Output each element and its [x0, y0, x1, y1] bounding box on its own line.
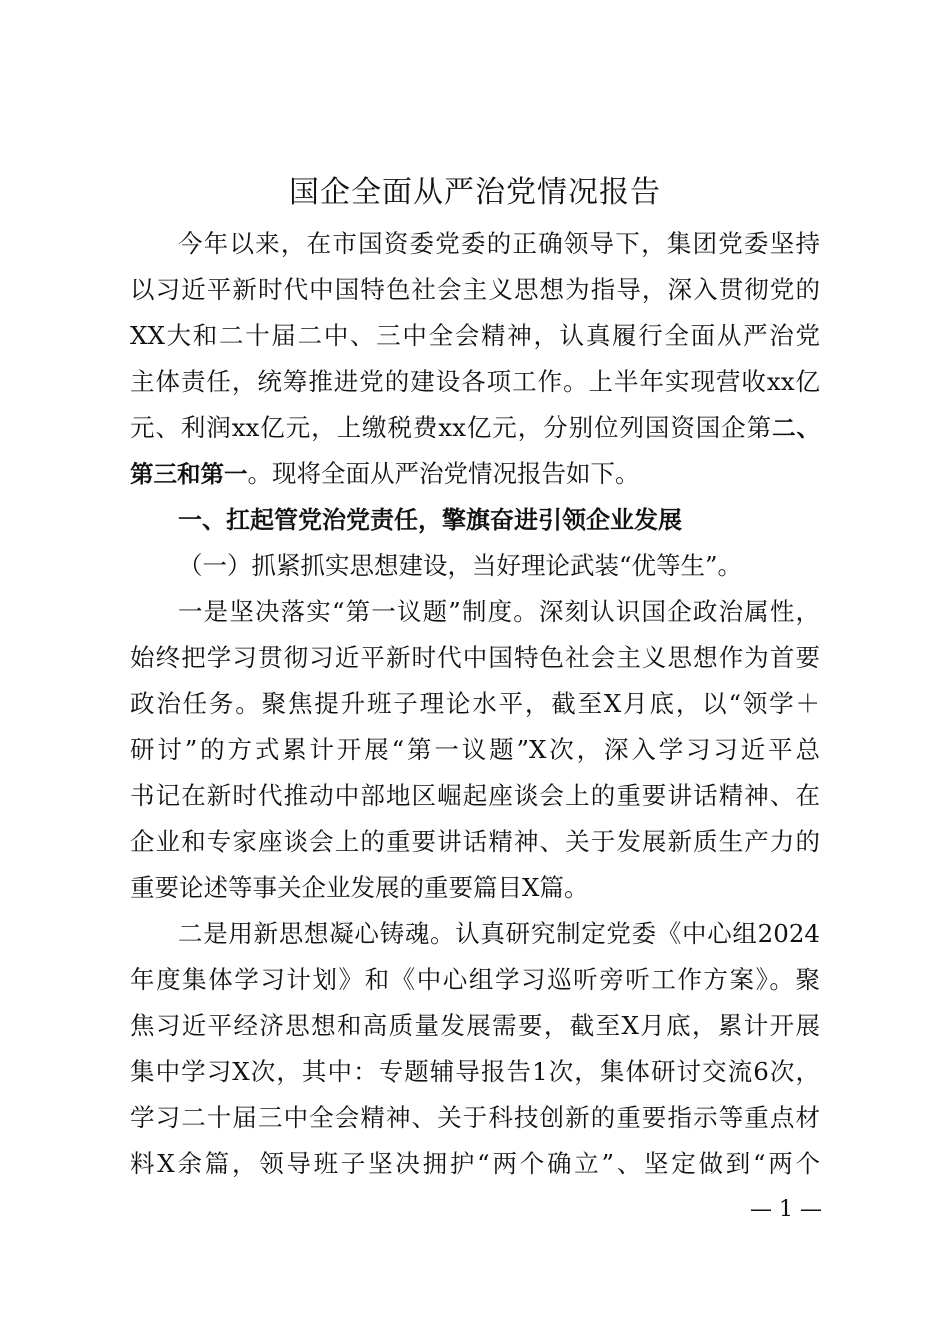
intro-line: 今年以来，在市国资委党委的正确领导下，集团党委坚持: [178, 229, 820, 258]
para1-line: 研讨”的方式累计开展“第一议题”X次，深入学习习近平总: [130, 735, 820, 764]
para2-line: 料X余篇，领导班子坚决拥护“两个确立”、坚定做到“两个: [130, 1149, 820, 1178]
intro-line: 主体责任，统筹推进党的建设各项工作。上半年实现营收xx亿: [130, 367, 820, 396]
document-title: 国企全面从严治党情况报告: [289, 175, 661, 210]
para2-line: 学习二十届三中全会精神、关于科技创新的重要指示等重点材: [130, 1103, 820, 1132]
intro-line: [130, 454, 820, 494]
intro-line: XX大和二十届二中、三中全会精神，认真履行全面从严治党: [130, 321, 820, 350]
para2-line: 焦习近平经济思想和高质量发展需要，截至X月底，累计开展: [130, 1011, 820, 1040]
section-heading-1: 一、扛起管党治党责任，擎旗奋进引领企业发展: [178, 506, 682, 534]
para1-line: 企业和专家座谈会上的重要讲话精神、关于发展新质生产力的: [130, 827, 820, 856]
intro-bold-text: 第三和第一: [130, 460, 248, 488]
intro-text: 元、利润xx亿元，上缴税费xx亿元，分别位列国资国企第: [130, 413, 773, 442]
para1-line: 政治任务。聚焦提升班子理论水平，截至X月底，以“领学＋: [130, 689, 820, 718]
para1-line: 书记在新时代推动中部地区崛起座谈会上的重要讲话精神、在: [130, 781, 820, 810]
para1-line: 一是坚决落实“第一议题”制度。深刻认识国企政治属性，: [178, 597, 820, 626]
intro-bold-text: 二、: [772, 414, 820, 442]
intro-text: 。现将全面从严治党情况报告如下。: [247, 459, 640, 488]
intro-line: [130, 408, 820, 448]
para2-line: 集中学习X次，其中：专题辅导报告1次，集体研讨交流6次，: [130, 1057, 820, 1086]
intro-line: 以习近平新时代中国特色社会主义思想为指导，深入贯彻党的: [130, 275, 820, 304]
section-heading-2: （一）抓紧抓实思想建设，当好理论武装“优等生”。: [178, 551, 743, 580]
para1-line: 重要论述等事关企业发展的重要篇目X篇。: [130, 873, 589, 902]
para1-line: 始终把学习贯彻习近平新时代中国特色社会主义思想作为首要: [130, 643, 820, 672]
page-number: — 1 —: [750, 1197, 822, 1222]
para2-line: 年度集体学习计划》和《中心组学习巡听旁听工作方案》。聚: [130, 965, 820, 994]
para2-line: 二是用新思想凝心铸魂。认真研究制定党委《中心组2024: [178, 919, 820, 948]
